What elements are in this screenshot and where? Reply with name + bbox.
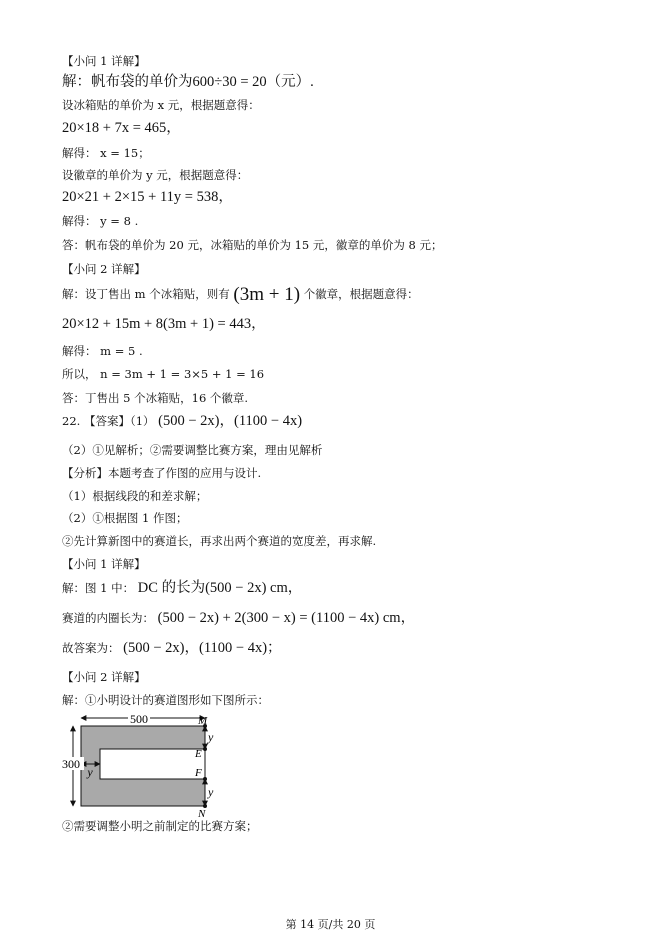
math-expression: (500 − 2x)，(1100 − 4x)；: [123, 640, 282, 656]
text-line: （2）①根据图 1 作图；: [62, 511, 188, 525]
gap-left-label: y: [87, 765, 93, 779]
section-heading: 【小问 2 详解】: [62, 670, 146, 684]
equation-line: 20×21 + 2×15 + 11y = 538，: [62, 189, 233, 205]
point-e-dot: [203, 747, 207, 751]
math-expression: (3m + 1): [233, 284, 301, 305]
point-n-label: N: [198, 808, 206, 820]
text-line: （1）根据线段的和差求解；: [62, 489, 208, 503]
solution-line: [62, 640, 282, 656]
solution-line: 所以， n = 3m + 1 = 3×5 + 1 = 16: [62, 367, 265, 381]
gap-top-label: y: [208, 730, 214, 744]
solution-line: [62, 610, 415, 626]
math-expression: (500 − 2x)，(1100 − 4x): [158, 413, 303, 429]
text-line: 【分析】本题考查了作图的应用与设计.: [62, 466, 262, 480]
text-line: 设冰箱贴的单价为 x 元，根据题意得：: [62, 98, 260, 112]
answer-line: 答：丁售出 5 个冰箱贴，16 个徽章.: [62, 391, 249, 405]
text-line: ②先计算新图中的赛道长，再求出两个赛道的宽度差，再求解.: [62, 534, 377, 548]
text-segment: 故答案为：: [62, 641, 120, 655]
page-footer: 第 14 页/共 20 页: [285, 918, 376, 931]
point-e-label: E: [195, 748, 202, 760]
text-segment: 个徽章，根据题意得：: [303, 287, 419, 301]
solution-line: 解得： m = 5 .: [62, 344, 143, 358]
math-expression: (500 − 2x) + 2(300 − x) = (1100 − 4x) cm，: [157, 610, 416, 626]
question-answer-line: [62, 413, 302, 429]
point-f-dot: [203, 777, 207, 781]
track-figure: [56, 712, 236, 820]
answer-line: 答：帆布袋的单价为 20 元，冰箱贴的单价为 15 元，徽章的单价为 8 元；: [62, 238, 443, 252]
height-label: 300: [62, 757, 80, 771]
text-line: 设徽章的单价为 y 元，根据题意得：: [62, 168, 249, 182]
equation-line: 20×12 + 15m + 8(3m + 1) = 443，: [62, 316, 266, 332]
text-segment: 解：图 1 中：: [62, 581, 135, 595]
solution-line: 解得： x = 15；: [62, 146, 150, 160]
equation-line: 20×18 + 7x = 465，: [62, 120, 181, 136]
text-line: 解：①小明设计的赛道图形如下图所示：: [62, 693, 269, 707]
gap-bottom-label: y: [208, 785, 214, 799]
point-m-label: M: [198, 715, 208, 727]
text-line: （2）①见解析；②需要调整比赛方案，理由见解析: [62, 443, 323, 457]
width-label: 500: [130, 712, 148, 726]
text-line: [62, 286, 419, 303]
text-segment: 22. 【答案】（1）: [62, 414, 155, 428]
point-f-label: F: [195, 767, 202, 779]
text-segment: 解：设丁售出 m 个冰箱贴，则有: [62, 287, 230, 301]
section-heading: 【小问 2 详解】: [62, 262, 146, 276]
solution-line: 解得： y = 8 .: [62, 214, 139, 228]
solution-line: 解：帆布袋的单价为600÷30 = 20（元）.: [62, 74, 314, 90]
text-segment: 赛道的内圈长为：: [62, 611, 154, 625]
inner-rectangle: [100, 749, 205, 779]
solution-line: [62, 580, 302, 596]
section-heading: 【小问 1 详解】: [62, 557, 146, 571]
section-heading: 【小问 1 详解】: [62, 54, 146, 68]
text-line: ②需要调整小明之前制定的比赛方案；: [62, 819, 258, 833]
math-expression: DC 的长为(500 − 2x) cm，: [137, 580, 303, 596]
